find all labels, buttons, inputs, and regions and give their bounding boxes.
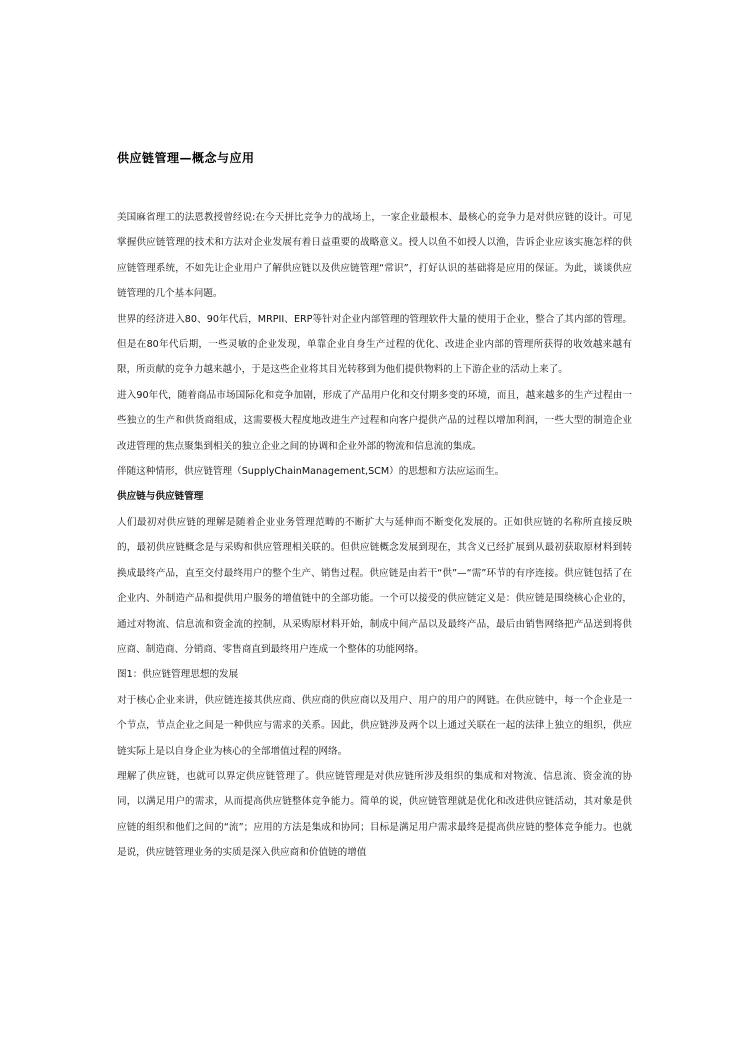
- tail-paragraph-2: 理解了供应链，也就可以界定供应链管理了。供应链管理是对供应链所涉及组织的集成和对物流、信息流、资金流的协同，以满足用户的需求，从而提高供应链整体竞争能力。简单的说，供应链管理就是优化和改进供应链活动，其对象是供应链的组织和他们之间的“流”；应用的方法是集成和协同；目标是满足用户需求最终是提高供应链的整体竞争能力。也就是说，供应链管理业务的实质是深入供应商和价值链的增值: [117, 770, 632, 859]
- section-heading: 供应链与供应链管理: [117, 491, 204, 503]
- figure-caption: 图1：供应链管理思想的发展: [117, 669, 239, 681]
- intro-paragraph-2: 世界的经济进入80、90年代后，MRPII、ERP等针对企业内部管理的管理软件大量的使用于企业，整合了其内部的管理。但是在80年代后期，一些灵敏的企业发现，单靠企业自身生产过程的优化、改进企业内部的管理所获得的收效越来越有限，所贡献的竞争力越来越小，于是这些企业将其目光转移到为他们提供物料的上下游企业的活动上来了。: [117, 313, 632, 376]
- intro-paragraph-4: 伴随这种情形，供应链管理（SupplyChainManagement,SCM）的思想和方法应运而生。: [117, 466, 505, 478]
- intro-paragraph-3: 进入90年代，随着商品市场国际化和竞争加剧，形成了产品用户化和交付期多变的环境，而且，越来越多的生产过程由一些独立的生产和供货商组成，这需要极大程度地改进生产过程和向客户提供产品的过程以增加利润，一些大型的制造企业改进管理的焦点聚集到相关的独立企业之间的协调和企业外部的物流和信息流的集成。: [117, 389, 632, 452]
- section-paragraph-1: 人们最初对供应链的理解是随着企业业务管理范畴的不断扩大与延伸而不断变化发展的。正如供应链的名称所直接反映的，最初供应链概念是与采购和供应管理相关联的。但供应链概念发展到现在，其含义已经扩展到从最初获取原材料到转换成最终产品，直至交付最终用户的整个生产、销售过程。供应链是由若干“供”—“需”环节的有序连接。供应链包括了在企业内、外制造产品和提供用户服务的增值链中的全部功能。一个可以接受的供应链定义是：供应链是围绕核心企业的，通过对物流、信息流和资金流的控制，从采购原材料开始，制成中间产品以及最终产品，最后由销售网络把产品送到将供应商、制造商、分销商、零售商直到最终用户连成一个整体的功能网络。: [117, 516, 632, 655]
- document-body: [117, 205, 632, 866]
- tail-paragraph-1: 对于核心企业来讲，供应链连接其供应商、供应商的供应商以及用户、用户的用户的网链。在供应链中，每一个企业是一个节点，节点企业之间是一种供应与需求的关系。因此，供应链涉及两个以上通过关联在一起的法律上独立的组织，供应链实际上是以自身企业为核心的全部增值过程的网络。: [117, 694, 632, 757]
- intro-paragraph-1: 美国麻省理工的法恩教授曾经说:在今天拼比竞争力的战场上，一家企业最根本、最核心的竞争力是对供应链的设计。可见掌握供应链管理的技术和方法对企业发展有着日益重要的战略意义。授人以鱼不如授人以渔，告诉企业应该实施怎样的供应链管理系统，不如先让企业用户了解供应链以及供应链管理“常识”，打好认识的基础将是应用的保证。为此，谈谈供应链管理的几个基本问题。: [117, 212, 632, 300]
- document-title: 供应链管理—概念与应用: [117, 151, 255, 165]
